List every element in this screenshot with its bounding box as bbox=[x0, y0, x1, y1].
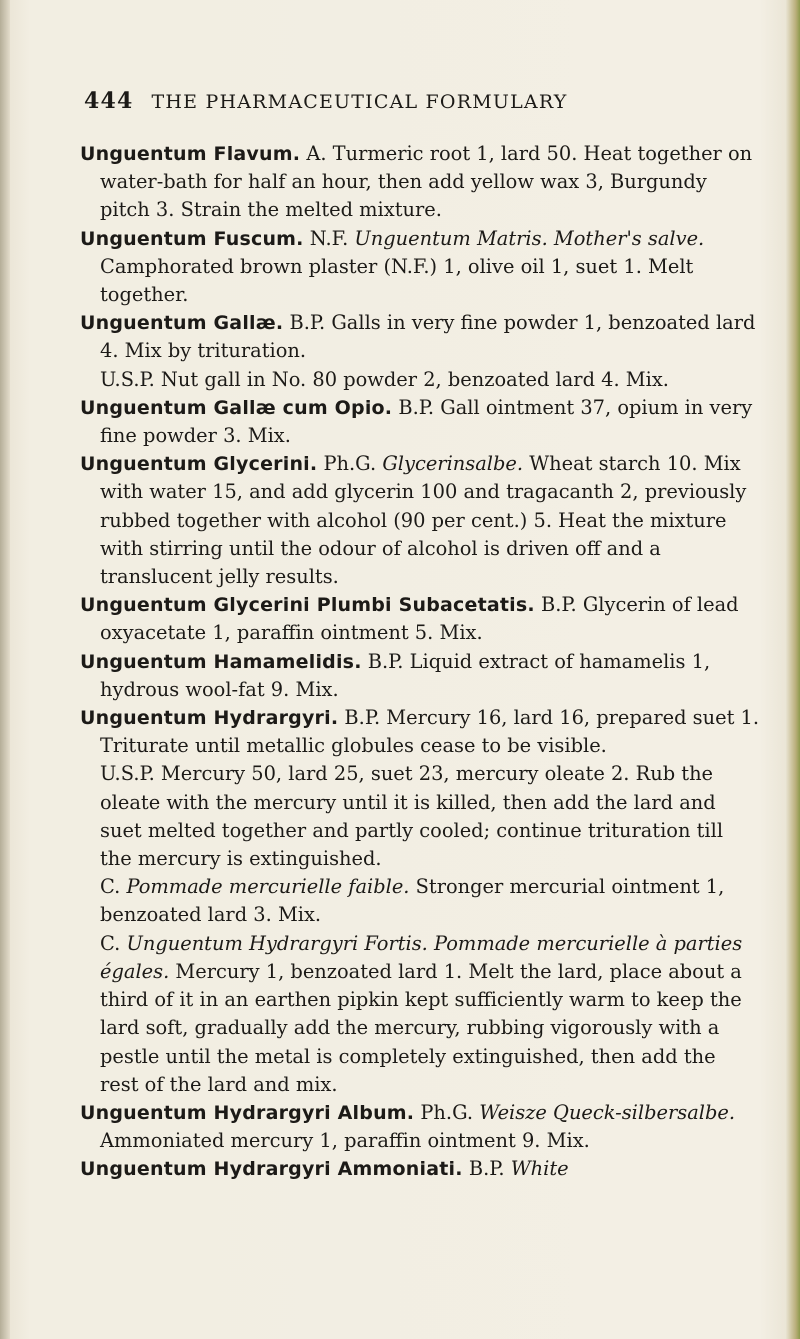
entry-text: B.P. Liquid extract of hamamelis 1, hydrous wool-fat 9. Mix. bbox=[100, 649, 711, 701]
entry-source: C. bbox=[100, 875, 127, 899]
entry-title: Unguentum Gallæ cum Opio. bbox=[80, 396, 393, 419]
running-title: THE PHARMACEUTICAL FORMULARY bbox=[151, 91, 568, 113]
entry-source: Ph.G. bbox=[414, 1100, 480, 1124]
entry-source: N.F. bbox=[303, 226, 355, 250]
entry-text: Wheat starch 10. Mix with water 15, and add glycerin 100 and tragacanth 2, previously rubbed together with alcohol (90 per cent.) 5. Heat the mixture with stirring until the odour of alcohol is driven off and a translucent jelly results. bbox=[100, 452, 747, 589]
entry-unguentum-fuscum bbox=[80, 225, 760, 310]
entry-text: B.P. Glycerin of lead oxyacetate 1, paraffin ointment 5. Mix. bbox=[100, 593, 739, 645]
entry-text: Mercury 1, benzoated lard 1. Melt the lard, place about a third of it in an earthen pipkin kept sufficiently warm to keep the lard soft, gradually add the mercury, rubbing vigorously with a pestle until the metal is completely extinguished, then add the rest of the lard and mix. bbox=[100, 959, 742, 1096]
entry-synonyms: White bbox=[510, 1157, 569, 1181]
entry-synonyms: Glycerinsalbe. bbox=[382, 452, 524, 476]
entry-title: Unguentum Fuscum. bbox=[80, 227, 304, 250]
entry-title: Unguentum Flavum. bbox=[80, 143, 301, 165]
entry-text: B.P. Mercury 16, lard 16, prepared suet 1. Triturate until metallic globules cease to be visible. bbox=[100, 706, 760, 758]
entry-gallae-usp: U.S.P. Nut gall in No. 80 powder 2, benzoated lard 4. Mix. bbox=[100, 367, 669, 391]
entry-text: B.P. Gall ointment 37, opium in very fine powder 3. Mix. bbox=[100, 395, 753, 448]
entry-hydrargyri-c1 bbox=[80, 873, 760, 929]
entry-unguentum-hamamelidis bbox=[80, 648, 760, 704]
entry-source: B.P. bbox=[462, 1157, 511, 1181]
entry-hydrargyri-usp: U.S.P. Mercury 50, lard 25, suet 23, mercury oleate 2. Rub the oleate with the mercury until it is killed, then add the lard and suet melted together and partly cooled; continue trituration till the mercury is extinguished. bbox=[100, 762, 724, 871]
page-left-edge bbox=[0, 0, 10, 1339]
entry-synonyms: Weisze Queck-silbersalbe. bbox=[479, 1100, 736, 1124]
entry-text: Ammoniated mercury 1, paraffin ointment 9. Mix. bbox=[100, 1129, 590, 1153]
entry-title: Unguentum Glycerini Plumbi Subacetatis. bbox=[80, 594, 535, 617]
entry-text: Stronger mercurial ointment 1, benzoated lard 3. Mix. bbox=[100, 875, 725, 927]
running-header bbox=[84, 88, 684, 114]
entry-title: Unguentum Hydrargyri. bbox=[80, 707, 339, 730]
entry-synonyms: Unguentum Matris. Mother's salve. bbox=[354, 226, 705, 250]
entry-synonyms: Pommade mercurielle faible. bbox=[126, 875, 410, 899]
entry-hydrargyri-c2 bbox=[80, 930, 760, 1099]
page-number: 444 bbox=[84, 88, 134, 114]
entry-text: Camphorated brown plaster (N.F.) 1, olive oil 1, suet 1. Melt together. bbox=[100, 254, 694, 307]
entry-title: Unguentum Hamamelidis. bbox=[80, 650, 362, 673]
entry-unguentum-glycerini bbox=[80, 450, 760, 591]
entry-title: Unguentum Hydrargyri Ammoniati. bbox=[80, 1158, 463, 1181]
entry-title: Unguentum Gallæ. bbox=[80, 312, 284, 335]
entry-synonyms: Unguentum Hydrargyri Fortis. Pommade mercurielle à parties égales. bbox=[100, 931, 743, 983]
entry-source: Ph.G. bbox=[317, 452, 383, 476]
page-body bbox=[80, 140, 760, 1184]
entry-unguentum-flavum bbox=[80, 140, 760, 225]
entry-text: B.P. Galls in very fine powder 1, benzoated lard 4. Mix by trituration. bbox=[100, 311, 756, 363]
entry-title: Unguentum Hydrargyri Album. bbox=[80, 1101, 415, 1124]
page-right-edge bbox=[786, 0, 800, 1339]
entry-unguentum-gallae bbox=[80, 309, 760, 365]
entry-unguentum-hydrargyri-ammoniati bbox=[80, 1155, 760, 1183]
entry-unguentum-hydrargyri-album bbox=[80, 1099, 760, 1155]
entry-title: Unguentum Glycerini. bbox=[80, 453, 318, 476]
entry-source: C. bbox=[100, 931, 127, 955]
entry-unguentum-glycerini-plumbi bbox=[80, 591, 760, 647]
entry-unguentum-hydrargyri bbox=[80, 704, 760, 760]
entry-unguentum-gallae-cum-opio bbox=[80, 394, 760, 450]
entry-text: A. Turmeric root 1, lard 50. Heat together on water-bath for half an hour, then add yellow wax 3, Burgundy pitch 3. Strain the melted mixture. bbox=[100, 142, 753, 222]
